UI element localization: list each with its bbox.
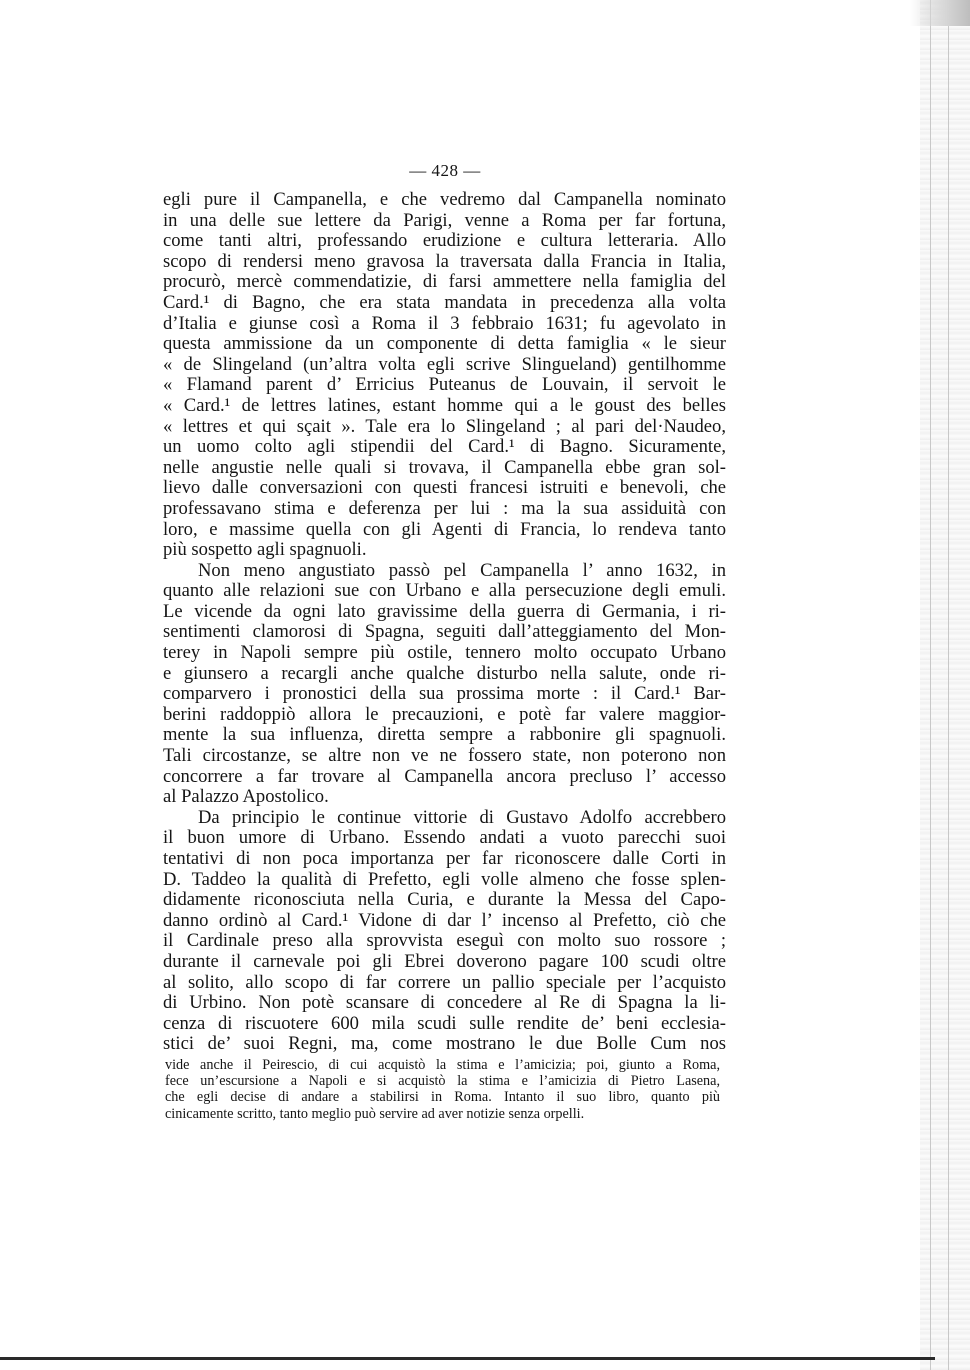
page-edge-scan [920,0,970,1370]
footnote-line: vide anche il Peirescio, di cui acquistò la stima e l’amicizia; poi, giunto a Roma, [165,1057,720,1073]
text-line: sentimenti clamorosi di Spagna, seguiti dall’atteggiamento del Mon- [163,621,726,643]
footnote [165,1057,720,1122]
text-line: e giunsero a recargli anche qualche disturbo nella salute, onde ri- [163,662,726,684]
text-line: danno ordinò al Card.¹ Vidone di dar l’ incenso al Prefetto, ciò che [163,909,726,931]
text-line: d’Italia e giunse così a Roma il 3 febbraio 1631; fu agevolato in [163,312,726,334]
text-line: Card.¹ di Bagno, che era stata mandata in precedenza alla volta [163,291,726,313]
text-line: « de Slingeland (un’altra volta egli scrive Slingueland) gentilhomme [163,353,726,375]
text-line: terey in Napoli sempre più ostile, tennero molto occupato Urbano [163,642,726,664]
bottom-rule [0,1357,935,1360]
text-line: berini raddoppiò allora le precauzioni, e potè far valere maggior- [163,703,726,725]
text-line: più sospetto agli spagnuoli. [163,539,367,561]
page-number: — 428 — [409,161,481,180]
text-line: tentativi di non poca importanza per far riconoscere dalle Corti in [163,848,726,869]
text-line: al Palazzo Apostolico. [163,786,329,808]
footnote-line: che egli decise di andare a stabilirsi in Roma. Intanto il suo libro, quanto più [165,1089,720,1106]
text-line: Da principio le continue vittorie di Gustavo Adolfo accrebbero [198,806,726,828]
text-line: Le vicende da ogni lato gravissime della guerra di Germania, i ri- [163,600,726,622]
text-line: di Urbino. Non potè scansare di concedere al Re di Spagna la li- [163,992,726,1014]
text-line: il Cardinale preso alla sprovvista eseguì con molto suo rossore ; [163,930,726,952]
page-edge-line [930,0,931,1370]
main-text [163,190,726,1055]
text-line: professavano stima e deferenza per lui : ma la sua assiduità con [163,497,726,519]
text-line: egli pure il Campanella, e che vedremo dal Campanella nominato [163,189,726,210]
text-line: nelle angustie nelle quali si trovava, il Campanella ebbe gran sol- [163,456,726,478]
text-line: come tanti altri, professando erudizione e cultura letteraria. Allo [163,230,726,252]
text-line: in una delle sue lettere da Parigi, venne a Roma per far fortuna, [163,209,726,231]
text-line: un uomo colto agli stipendii del Card.¹ di Bagno. Sicuramente, [163,436,726,458]
text-line: comparvero i pronostici della sua prossima morte : il Card.¹ Bar- [163,683,726,705]
text-line: stici de’ suoi Regni, ma, come mostrano le due Bolle Cum nos [163,1033,726,1055]
text-line: al solito, allo scopo di far correre un pallio speciale per l’acquisto [163,971,726,993]
text-line: cenza di riscuotere 600 mila scudi sulle rendite de’ beni ecclesia- [163,1012,726,1034]
text-line: loro, e massime quella con gli Agenti di Francia, lo rendeva tanto [163,518,726,540]
footnote-line: cinicamente scritto, tanto meglio può servire ad aver notizie senza orpelli. [165,1105,585,1122]
page-edge-line [948,0,949,1370]
text-line: mente la sua influenza, diretta sempre a rabbonire gli spagnuoli. [163,724,726,746]
text-line: « Card.¹ de lettres latines, estant homme qui a le goust des belles [163,394,726,416]
text-line: questa ammissione da un componente di detta famiglia « le sieur [163,333,726,355]
text-line: quanto alle relazioni sue con Urbano e alla persecuzione degli emuli. [163,580,726,602]
text-line: « lettres et qui sçait ». Tale era lo Slingeland ; al pari del·Naudeo, [163,415,726,437]
scan-corner-shadow [910,0,970,26]
text-line: « Flamand parent d’ Erricius Puteanus de Louvain, il servoit le [163,374,726,396]
text-line: procurò, mercè commendatizie, di farsi ammettere nella famiglia del [163,271,726,293]
text-line: Non meno angustiato passò pel Campanella l’ anno 1632, in [198,559,726,581]
text-line: il buon umore di Urbano. Essendo andati a vuoto parecchi suoi [163,827,726,849]
text-line: concorrere a far trovare al Campanella ancora precluso l’ accesso [163,765,726,787]
footnote-line: fece un’escursione a Napoli e si acquistò la stima e l’amicizia di Pietro Lasena, [165,1073,720,1090]
text-line: scopo di rendersi meno gravosa la traversata dalla Francia in Italia, [163,250,726,272]
text-line: lievo dalle conversazioni con questi francesi istruiti e benevoli, che [163,477,726,499]
text-line: durante il carnevale poi gli Ebrei doverono pagare 100 scudi oltre [163,950,726,972]
text-line: D. Taddeo la qualità di Prefetto, egli volle almeno che fosse splen- [163,868,726,890]
text-line: Tali circostanze, se altre non ve ne fossero state, non poterono non [163,745,726,767]
text-line: didamente riconosciuta nella Curia, e durante la Messa del Capo- [163,889,726,911]
